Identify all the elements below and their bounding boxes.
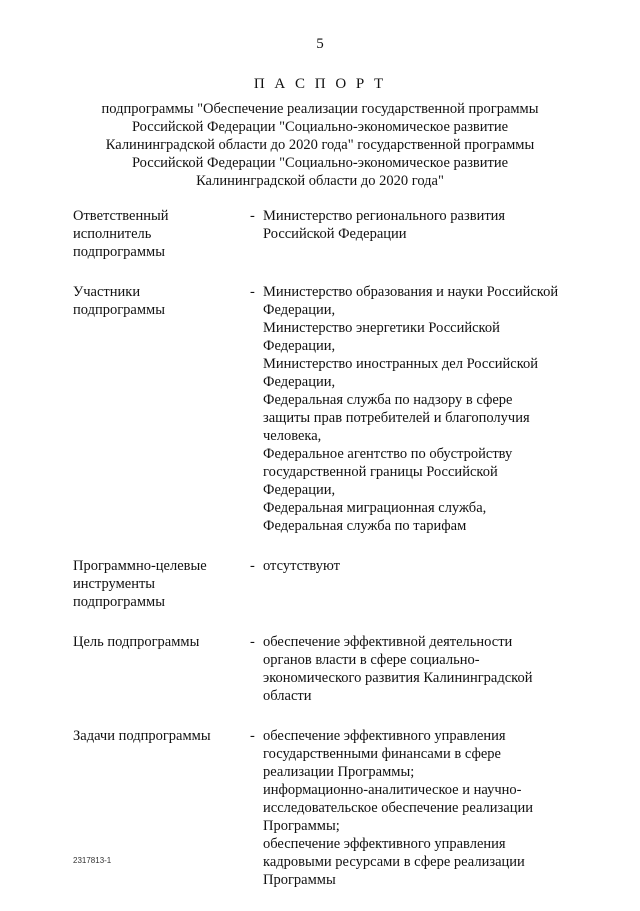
subtitle: [80, 100, 560, 190]
row-value-line: отсутствуют: [263, 558, 340, 574]
row-value-line: Программы: [263, 872, 336, 888]
row-value-line: экономического развития Калининградской: [263, 670, 533, 686]
row-label: [73, 633, 243, 651]
row-label-line: Программно-целевые: [73, 558, 207, 574]
row-label: [73, 283, 243, 319]
row-label: [73, 557, 243, 611]
row-value-line: органов власти в сфере социально-: [263, 652, 480, 668]
subtitle-line: подпрограммы "Обеспечение реализации государственной программы: [101, 101, 539, 117]
row-value: [263, 207, 593, 243]
passport-table: [73, 207, 583, 911]
row-value-line: исследовательское обеспечение реализации: [263, 800, 533, 816]
row-value-line: защиты прав потребителей и благополучия: [263, 410, 530, 426]
row-label-line: Цель подпрограммы: [73, 634, 200, 650]
row-value-line: обеспечение эффективной деятельности: [263, 634, 513, 650]
row-value-line: обеспечение эффективного управления: [263, 836, 506, 852]
row-dash: -: [250, 208, 255, 224]
row-value-line: Федерации,: [263, 374, 336, 390]
subtitle-line: Калининградской области до 2020 года" государственной программы: [105, 137, 535, 153]
row-value: [263, 557, 593, 575]
page-number: 5: [316, 36, 324, 52]
document-code: 2317813-1: [73, 856, 112, 865]
row-value-line: Федерации,: [263, 302, 336, 318]
subtitle-line: Калининградской области до 2020 года": [196, 173, 444, 189]
row-label-line: подпрограммы: [73, 244, 165, 260]
row-value-line: Федеральная служба по надзору в сфере: [263, 392, 513, 408]
row-label-line: Ответственный: [73, 208, 169, 224]
passport-row: [73, 207, 583, 261]
passport-row: [73, 283, 583, 535]
passport-row: [73, 557, 583, 611]
row-value: [263, 727, 593, 889]
row-value-line: Федеральное агентство по обустройству: [263, 446, 513, 462]
row-label-line: подпрограммы: [73, 594, 165, 610]
row-value: [263, 633, 593, 705]
subtitle-line: Российской Федерации "Социально-экономическое развитие: [131, 119, 509, 135]
row-value-line: государственными финансами в сфере: [263, 746, 501, 762]
row-label: [73, 207, 243, 261]
row-label-line: Задачи подпрограммы: [73, 728, 211, 744]
row-dash: -: [250, 284, 255, 300]
row-label-line: исполнитель: [73, 226, 152, 242]
row-value-line: Российской Федерации: [263, 226, 407, 242]
row-dash: -: [250, 558, 255, 574]
row-value-line: Федерации,: [263, 338, 336, 354]
row-value-line: области: [263, 688, 312, 704]
row-label-line: Участники: [73, 284, 141, 300]
row-value-line: Министерство образования и науки Российской: [263, 284, 559, 300]
row-value-line: реализации Программы;: [263, 764, 415, 780]
row-value: [263, 283, 593, 535]
row-value-line: информационно-аналитическое и научно-: [263, 782, 522, 798]
page-title: П А С П О Р Т: [253, 76, 387, 92]
row-label-line: подпрограммы: [73, 302, 165, 318]
row-value-line: Федерации,: [263, 482, 336, 498]
row-value-line: человека,: [263, 428, 322, 444]
subtitle-line: Российской Федерации "Социально-экономическое развитие: [131, 155, 509, 171]
row-value-line: Министерство энергетики Российской: [263, 320, 500, 336]
row-value-line: государственной границы Российской: [263, 464, 498, 480]
passport-row: [73, 633, 583, 705]
passport-row: [73, 727, 583, 889]
row-value-line: Федеральная служба по тарифам: [263, 518, 467, 534]
row-dash: -: [250, 728, 255, 744]
row-dash: -: [250, 634, 255, 650]
row-value-line: Программы;: [263, 818, 340, 834]
row-value-line: обеспечение эффективного управления: [263, 728, 506, 744]
row-label-line: инструменты: [73, 576, 156, 592]
row-value-line: Министерство регионального развития: [263, 208, 506, 224]
row-value-line: Федеральная миграционная служба,: [263, 500, 487, 516]
row-label: [73, 727, 243, 745]
row-value-line: кадровыми ресурсами в сфере реализации: [263, 854, 525, 870]
row-value-line: Министерство иностранных дел Российской: [263, 356, 539, 372]
